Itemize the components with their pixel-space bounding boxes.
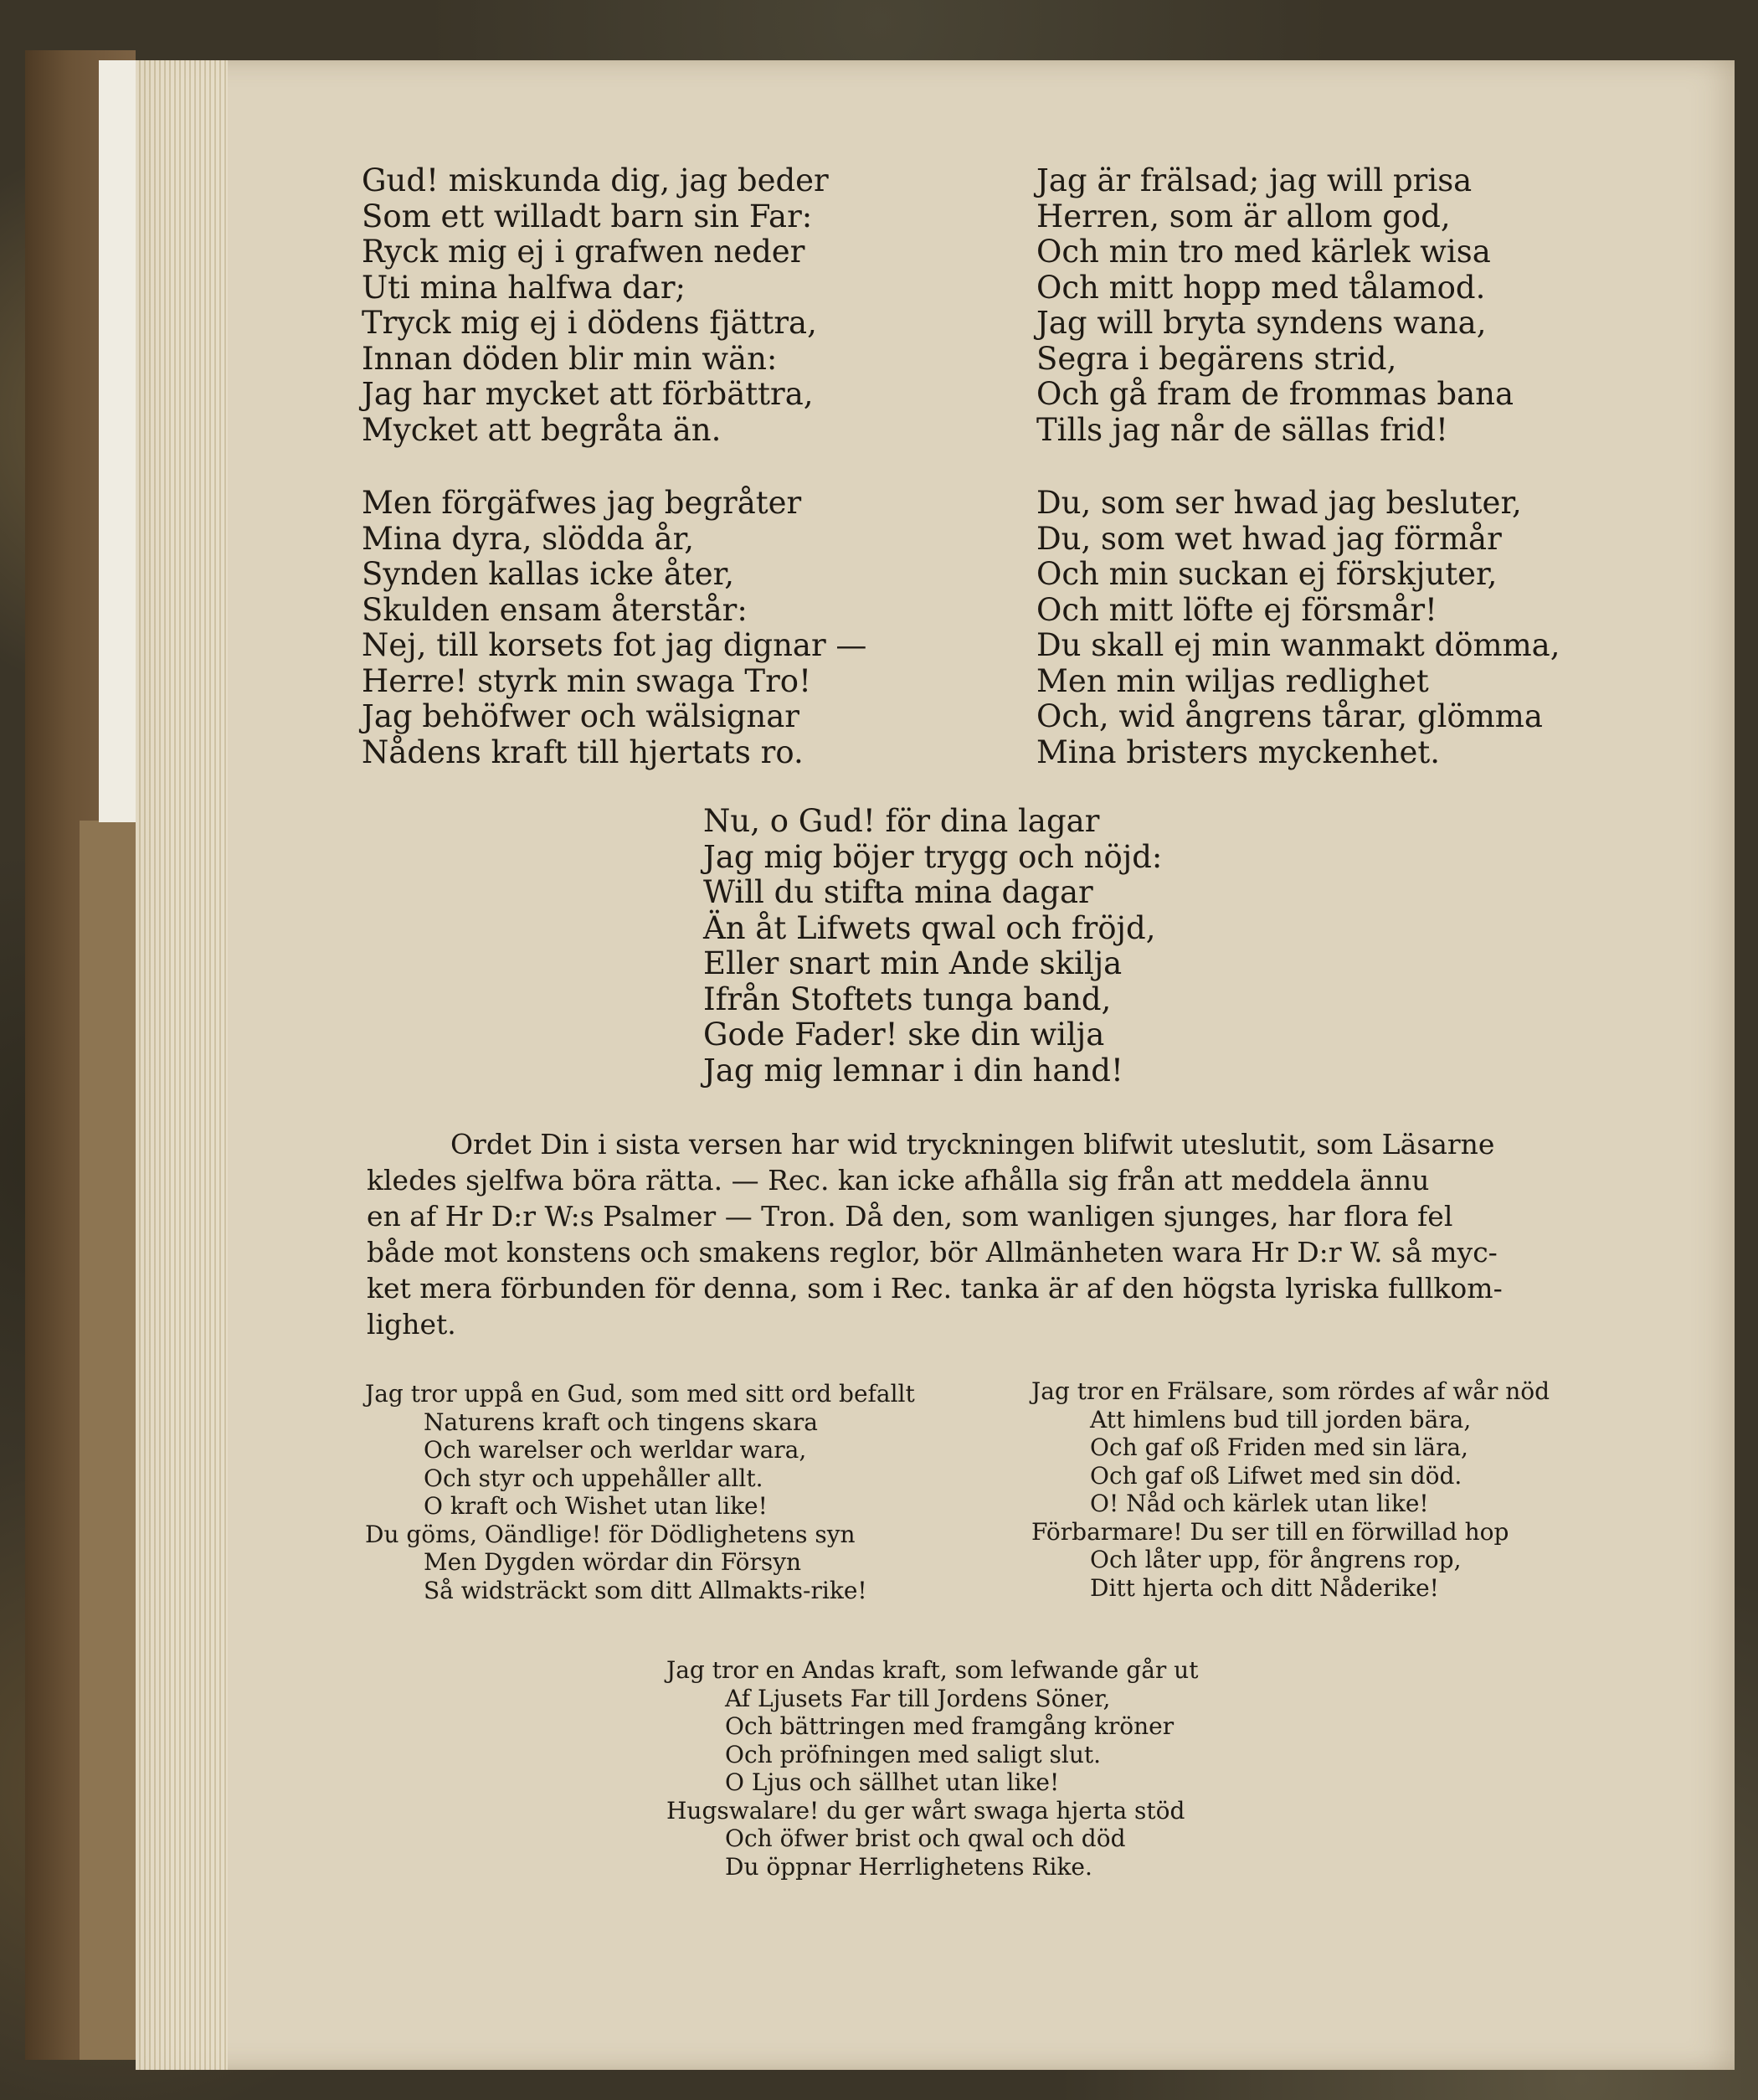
psalm-line: Ditt hjerta och ditt Nåderike! [1090,1573,1439,1602]
verse-line: Mina dyra, slödda år, [362,520,694,557]
psalm-line: Och öfwer brist och qwal och död [725,1825,1126,1852]
verse-line: Skulden ensam återstår: [362,591,748,628]
psalm-line: Och gaf oß Lifwet med sin död. [1090,1461,1462,1490]
verse-line: Tryck mig ej i dödens fjättra, [362,305,817,341]
prose-line: ket mera förbunden för denna, som i Rec. tanka är af den högsta lyriska fullkom- [367,1272,1503,1305]
verse-line: Gode Fader! ske din wilja [703,1017,1105,1053]
psalm-line: Och styr och uppehåller allt. [424,1464,763,1492]
verse-line: Tills jag når de sällas frid! [1036,411,1448,448]
psalm-bottom-stanza [666,1656,1198,1881]
verse-line: Och mitt hopp med tålamod. [1036,269,1486,306]
stanza-right-2 [1036,486,1560,770]
verse-line: Jag behöfwer och wälsignar [362,698,799,734]
psalm-line: Så widsträckt som ditt Allmakts-rike! [424,1576,867,1604]
verse-line: Mina bristers myckenhet. [1036,733,1440,770]
prose-line: både mot konstens och smakens reglor, bör Allmänheten wara Hr D:r W. så myc- [367,1236,1498,1269]
psalm-line: O! Nåd och kärlek utan like! [1090,1490,1429,1517]
stanza-center [703,804,1162,1089]
verse-line: Nådens kraft till hjertats ro. [362,733,804,770]
psalm-line: Och bättringen med framgång kröner [725,1712,1175,1740]
psalm-line: Jag tror uppå en Gud, som med sitt ord befallt [365,1380,915,1408]
psalm-line: O kraft och Wishet utan like! [424,1492,768,1520]
psalm-line: Att himlens bud till jorden bära, [1090,1405,1472,1433]
verse-line: Du skall ej min wanmakt dömma, [1036,627,1560,663]
verse-line: Jag mig böjer trygg och nöjd: [703,838,1163,875]
verse-line: Och min suckan ej förskjuter, [1036,556,1498,592]
verse-line: Jag har mycket att förbättra, [362,376,814,412]
verse-line: Och, wid ångrens tårar, glömma [1036,698,1543,734]
psalm-line: Af Ljusets Far till Jordens Söner, [725,1684,1111,1712]
verse-line: Men förgäfwes jag begråter [362,485,802,521]
psalm-line: O Ljus och sällhet utan like! [725,1768,1060,1796]
psalm-line: Och gaf oß Friden med sin lära, [1090,1433,1468,1461]
page-stack-edges [136,60,228,2070]
prose-line: lighet. [367,1308,456,1341]
verse-line: Ryck mig ej i grafwen neder [362,234,805,270]
verse-line: Segra i begärens strid, [1036,340,1397,377]
verse-line: Du, som ser hwad jag besluter, [1036,485,1522,521]
verse-line: Som ett willadt barn sin Far: [362,198,813,234]
psalm-right-column [1031,1377,1550,1602]
psalm-line: Du öppnar Herrlighetens Rike. [725,1852,1092,1881]
stanza-left-1 [362,163,829,448]
prose-line: Ordet Din i sista versen har wid tryckningen blifwit uteslutit, som Läsarne [450,1128,1495,1161]
psalm-line: Jag tror en Frälsare, som rördes af wår nöd [1031,1377,1550,1405]
verse-line: Jag mig lemnar i din hand! [703,1052,1123,1089]
psalm-line: Förbarmare! Du ser till en förwillad hop [1031,1517,1509,1546]
verse-line: Innan döden blir min wän: [362,340,778,377]
verse-line: Eller snart min Ande skilja [703,945,1123,981]
inner-board [80,821,142,2060]
verse-line: Du, som wet hwad jag förmår [1036,520,1502,557]
verse-line: Synden kallas icke åter, [362,556,735,592]
psalm-line: Hugswalare! du ger wårt swaga hjerta stöd [666,1796,1185,1825]
psalm-line: Naturens kraft och tingens skara [424,1408,818,1436]
prose-line: en af Hr D:r W:s Psalmer — Tron. Då den, som wanligen sjunges, har flora fel [367,1200,1453,1233]
verse-line: Gud! miskunda dig, jag beder [362,162,829,198]
verse-line: Uti mina halfwa dar; [362,269,686,306]
psalm-line: Och warelser och werldar wara, [424,1436,807,1464]
prose-line: kledes sjelfwa böra rätta. — Rec. kan icke afhålla sig från att meddela ännu [367,1164,1430,1197]
verse-line: Nu, o Gud! för dina lagar [703,803,1100,839]
verse-line: Jag will bryta syndens wana, [1036,305,1487,341]
stanza-left-2 [362,486,866,770]
verse-line: Will du stifta mina dagar [703,874,1093,910]
verse-line: Herren, som är allom god, [1036,198,1451,234]
verse-line: Och gå fram de frommas bana [1036,376,1514,412]
verse-line: Mycket att begråta än. [362,411,722,448]
verse-line: Nej, till korsets fot jag dignar — [362,627,867,663]
verse-line: Men min wiljas redlighet [1036,662,1429,699]
verse-line: Ifrån Stoftets tunga band, [703,981,1112,1017]
review-paragraph [367,1126,1503,1342]
verse-line: Herre! styrk min swaga Tro! [362,662,811,699]
stanza-right-1 [1036,163,1514,448]
verse-line: Än åt Lifwets qwal och fröjd, [703,909,1156,946]
psalm-line: Och låter upp, för ångrens rop, [1090,1546,1462,1573]
psalm-line: Men Dygden wördar din Försyn [424,1548,802,1576]
psalm-line: Jag tror en Andas kraft, som lefwande går ut [666,1656,1199,1684]
verse-line: Jag är frälsad; jag will prisa [1036,162,1473,198]
verse-line: Och mitt löfte ej försmår! [1036,591,1437,628]
psalm-line: Du göms, Oändlige! för Dödlighetens syn [365,1520,856,1548]
psalm-left-column [365,1380,915,1604]
verse-line: Och min tro med kärlek wisa [1036,234,1491,270]
psalm-line: Och pröfningen med saligt slut. [725,1740,1102,1768]
